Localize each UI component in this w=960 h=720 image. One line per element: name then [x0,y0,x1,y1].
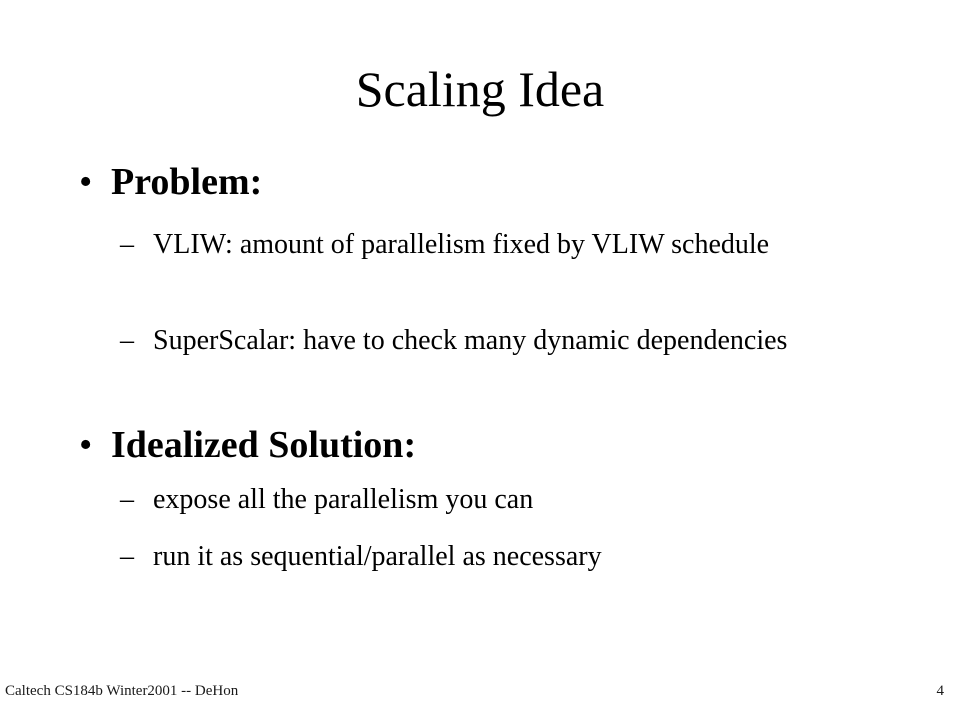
subitem-vliw [120,226,820,264]
subitem-run [120,538,820,576]
dash-glyph: – [120,325,134,356]
bullet-dot: • [79,424,93,466]
bullet-label: Idealized Solution: [111,424,417,466]
bullet-idealized-solution [79,423,416,467]
dash-glyph: – [120,229,134,260]
subitem-text: expose all the parallelism you can [153,484,534,515]
footer-course: Caltech CS184b Winter2001 -- DeHon [5,683,239,699]
subitem-expose [120,481,820,519]
dash-glyph: – [120,541,134,572]
footer-page-number: 4 [936,683,944,699]
subitem-text: SuperScalar: have to check many dynamic dependencies [153,325,788,356]
subitem-superscalar [120,322,820,360]
bullet-problem [79,160,262,204]
dash-glyph: – [120,484,134,515]
slide-title: Scaling Idea [355,61,605,117]
bullet-dot: • [79,161,93,203]
subitem-text: VLIW: amount of parallelism fixed by VLIW schedule [153,229,770,260]
subitem-text: run it as sequential/parallel as necessary [153,541,602,572]
bullet-label: Problem: [111,161,263,203]
